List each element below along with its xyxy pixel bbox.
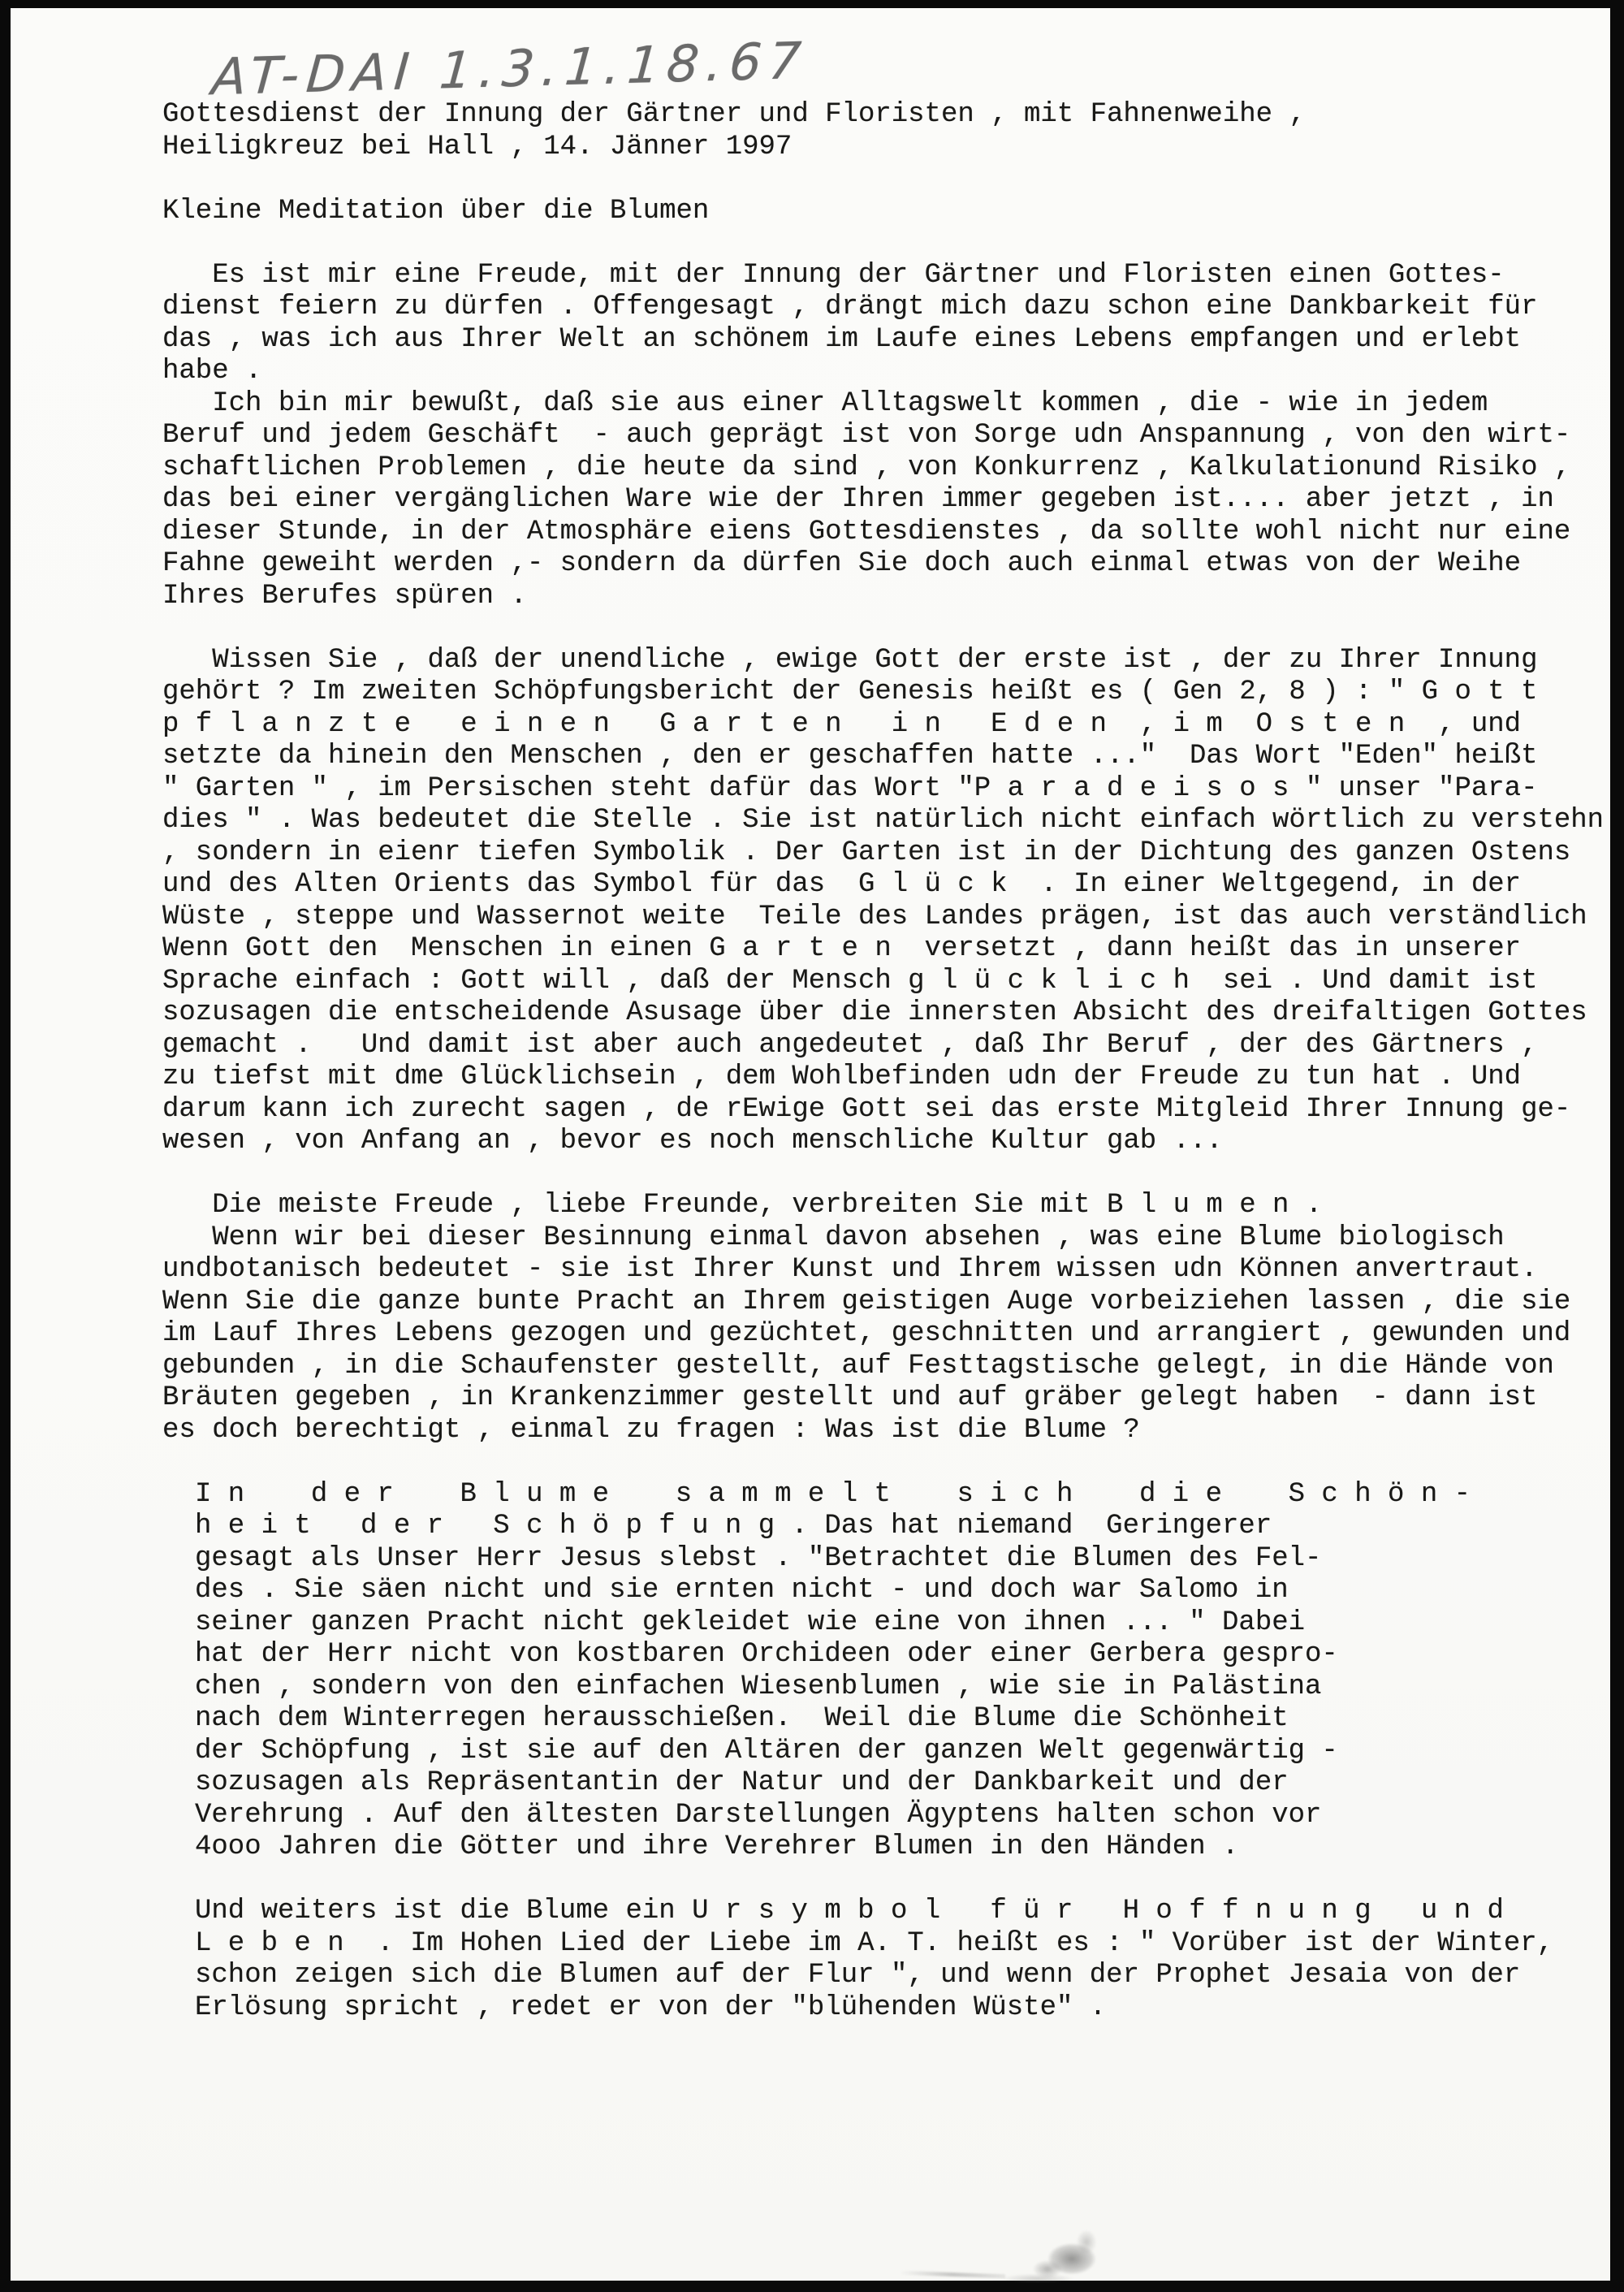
text-line: Ihres Berufes spüren . bbox=[162, 580, 527, 612]
document-title bbox=[162, 196, 1624, 228]
text-line: sozusagen die entscheidende Asusage über die innersten Absicht des dreifaltigen Gottes bbox=[162, 997, 1587, 1028]
typewritten-text-body bbox=[162, 99, 1624, 2024]
text-line: das , was ich aus Ihrer Welt an schönem im Laufe eines Lebens empfangen und erlebt bbox=[162, 323, 1522, 355]
text-line: und des Alten Orients das Symbol für das G l ü c k . In einer Weltgegend, in der bbox=[162, 869, 1522, 900]
paragraph-5 bbox=[195, 1479, 1624, 1864]
text-line: p f l a n z t e e i n e n G a r t e n i n E d e n , i m O s t e n , und bbox=[162, 708, 1522, 740]
text-line: gehört ? Im zweiten Schöpfungsbericht der Genesis heißt es ( Gen 2, 8 ) : " G o t t bbox=[162, 677, 1538, 707]
text-line: dies " . Was bedeutet die Stelle . Sie ist natürlich nicht einfach wörtlich zu verstehn bbox=[162, 805, 1605, 836]
text-line: darum kann ich zurecht sagen , de rEwige Gott sei das erste Mitgleid Ihrer Innung ge- bbox=[162, 1093, 1571, 1125]
text-line: Wenn Gott den Menschen in einen G a r t e n versetzt , dann heißt das in unserer bbox=[162, 933, 1522, 964]
text-line: es doch berechtigt , einmal zu fragen : Was ist die Blume ? bbox=[162, 1414, 1140, 1446]
text-line: Sprache einfach : Gott will , daß der Mensch g l ü c k l i c h sei . Und damit ist bbox=[162, 965, 1538, 997]
scan-streak bbox=[900, 2271, 1005, 2279]
text-line: das bei einer vergänglichen Ware wie der Ihren immer gegeben ist.... aber jetzt , in bbox=[162, 484, 1554, 515]
text-line: Kleine Meditation über die Blumen bbox=[162, 195, 710, 227]
text-line: 4ooo Jahren die Götter und ihre Verehrer Blumen in den Händen . bbox=[195, 1831, 1239, 1862]
handwritten-archive-number: AT-DAI 1.3.1.18.67 bbox=[209, 30, 811, 107]
text-line: Wenn wir bei dieser Besinnung einmal davon absehen , was eine Blume biologisch bbox=[162, 1222, 1505, 1253]
paragraph-3 bbox=[162, 645, 1624, 1158]
text-line: Verehrung . Auf den ältesten Darstellungen Ägyptens halten schon vor bbox=[195, 1799, 1322, 1831]
text-line: schon zeigen sich die Blumen auf der Flur ", und wenn der Prophet Jesaia von der bbox=[195, 1960, 1521, 1991]
text-line: gemacht . Und damit ist aber auch angedeutet , daß Ihr Beruf , der des Gärtners , bbox=[162, 1029, 1538, 1061]
text-line: undbotanisch bedeutet - sie ist Ihrer Kunst und Ihrem wissen udn Können anvertraut. bbox=[162, 1254, 1538, 1285]
text-line: Es ist mir eine Freude, mit der Innung der Gärtner und Floristen einen Gottes- bbox=[162, 259, 1505, 291]
text-line: des . Sie säen nicht und sie ernten nicht - und doch war Salomo in bbox=[195, 1575, 1289, 1606]
text-line: seiner ganzen Pracht nicht gekleidet wie eine von ihnen ... " Dabei bbox=[195, 1607, 1306, 1638]
text-line: gesagt als Unser Herr Jesus slebst . "Betrachtet die Blumen des Fel- bbox=[195, 1542, 1322, 1574]
text-line: L e b e n . Im Hohen Lied der Liebe im A. T. heißt es : " Vorüber ist der Winter, bbox=[195, 1927, 1554, 1959]
text-line: Gottesdienst der Innung der Gärtner und Floristen , mit Fahnenweihe , bbox=[162, 99, 1306, 130]
text-line: Fahne geweiht werden ,- sondern da dürfen Sie doch auch einmal etwas von der Weihe bbox=[162, 548, 1522, 579]
text-line: Heiligkreuz bei Hall , 14. Jänner 1997 bbox=[162, 131, 793, 162]
text-line: , sondern in eienr tiefen Symbolik . Der Garten ist in der Dichtung des ganzen Ostens bbox=[162, 837, 1571, 868]
text-line: Wenn Sie die ganze bunte Pracht an Ihrem geistigen Auge vorbeiziehen lassen , die sie bbox=[162, 1286, 1571, 1317]
text-line: Beruf und jedem Geschäft - auch geprägt ist von Sorge udn Anspannung , von den wirt- bbox=[162, 420, 1571, 451]
paragraph-2 bbox=[162, 388, 1624, 613]
paragraph-6 bbox=[195, 1896, 1624, 2024]
text-line: wesen , von Anfang an , bevor es noch menschliche Kultur gab ... bbox=[162, 1126, 1223, 1157]
text-line: I n d e r B l u m e s a m m e l t s i c h d i e S c h ö n - bbox=[195, 1478, 1471, 1510]
smudge-mark bbox=[1001, 2209, 1123, 2282]
text-line: dieser Stunde, in der Atmosphäre eiens Gottesdienstes , da sollte wohl nicht nur eine bbox=[162, 516, 1571, 547]
text-line: Die meiste Freude , liebe Freunde, verbreiten Sie mit B l u m e n . bbox=[162, 1190, 1323, 1221]
scanner-edge-notch bbox=[1348, 2284, 1624, 2292]
text-line: gebunden , in die Schaufenster gestellt, auf Festtagstische gelegt, in die Hände von bbox=[162, 1350, 1554, 1382]
text-line: Und weiters ist die Blume ein U r s y m b o l f ü r H o f f n u n g u n d bbox=[195, 1896, 1504, 1927]
text-line: chen , sondern von den einfachen Wiesenblumen , wie sie in Palästina bbox=[195, 1671, 1322, 1702]
text-line: habe . bbox=[162, 356, 262, 387]
text-line: der Schöpfung , ist sie auf den Altären der ganzen Welt gegenwärtig - bbox=[195, 1735, 1338, 1767]
text-line: dienst feiern zu dürfen . Offengesagt , drängt mich dazu schon eine Dankbarkeit für bbox=[162, 292, 1538, 322]
text-line: hat der Herr nicht von kostbaren Orchideen oder einer Gerbera gespro- bbox=[195, 1639, 1338, 1670]
text-line: schaftlichen Problemen , die heute da sind , von Konkurrenz , Kalkulationund Risiko , bbox=[162, 452, 1571, 483]
text-line: nach dem Winterregen herausschießen. Weil die Blume die Schönheit bbox=[195, 1703, 1289, 1734]
text-line: zu tiefst mit dme Glücklichsein , dem Wohlbefinden udn der Freude zu tun hat . Und bbox=[162, 1062, 1522, 1092]
text-line: Ich bin mir bewußt, daß sie aus einer Alltagswelt kommen , die - wie in jedem bbox=[162, 387, 1488, 419]
paper-sheet bbox=[11, 8, 1610, 2281]
text-line: Bräuten gegeben , in Krankenzimmer gestellt und auf gräber gelegt haben - dann ist bbox=[162, 1382, 1538, 1413]
text-line: Wüste , steppe und Wassernot weite Teile des Landes prägen, ist das auch verständlich bbox=[162, 901, 1587, 932]
text-line: sozusagen als Repräsentantin der Natur und der Dankbarkeit und der bbox=[195, 1767, 1289, 1798]
text-line: Wissen Sie , daß der unendliche , ewige Gott der erste ist , der zu Ihrer Innung bbox=[162, 644, 1538, 676]
text-line: h e i t d e r S c h ö p f u n g . Das hat niemand Geringerer bbox=[195, 1511, 1272, 1542]
letterhead bbox=[162, 99, 1624, 163]
text-line: " Garten " , im Persischen steht dafür das Wort "P a r a d e i s o s " unser "Para- bbox=[162, 772, 1538, 804]
text-line: setzte da hinein den Menschen , den er geschaffen hatte ..." Das Wort "Eden" heißt bbox=[162, 741, 1538, 772]
paragraph-4 bbox=[162, 1190, 1624, 1447]
text-line: Erlösung spricht , redet er von der "blühenden Wüste" . bbox=[195, 1991, 1107, 2023]
text-line: im Lauf Ihres Lebens gezogen und gezüchtet, geschnitten und arrangiert , gewunden und bbox=[162, 1318, 1571, 1349]
paragraph-1 bbox=[162, 260, 1624, 388]
